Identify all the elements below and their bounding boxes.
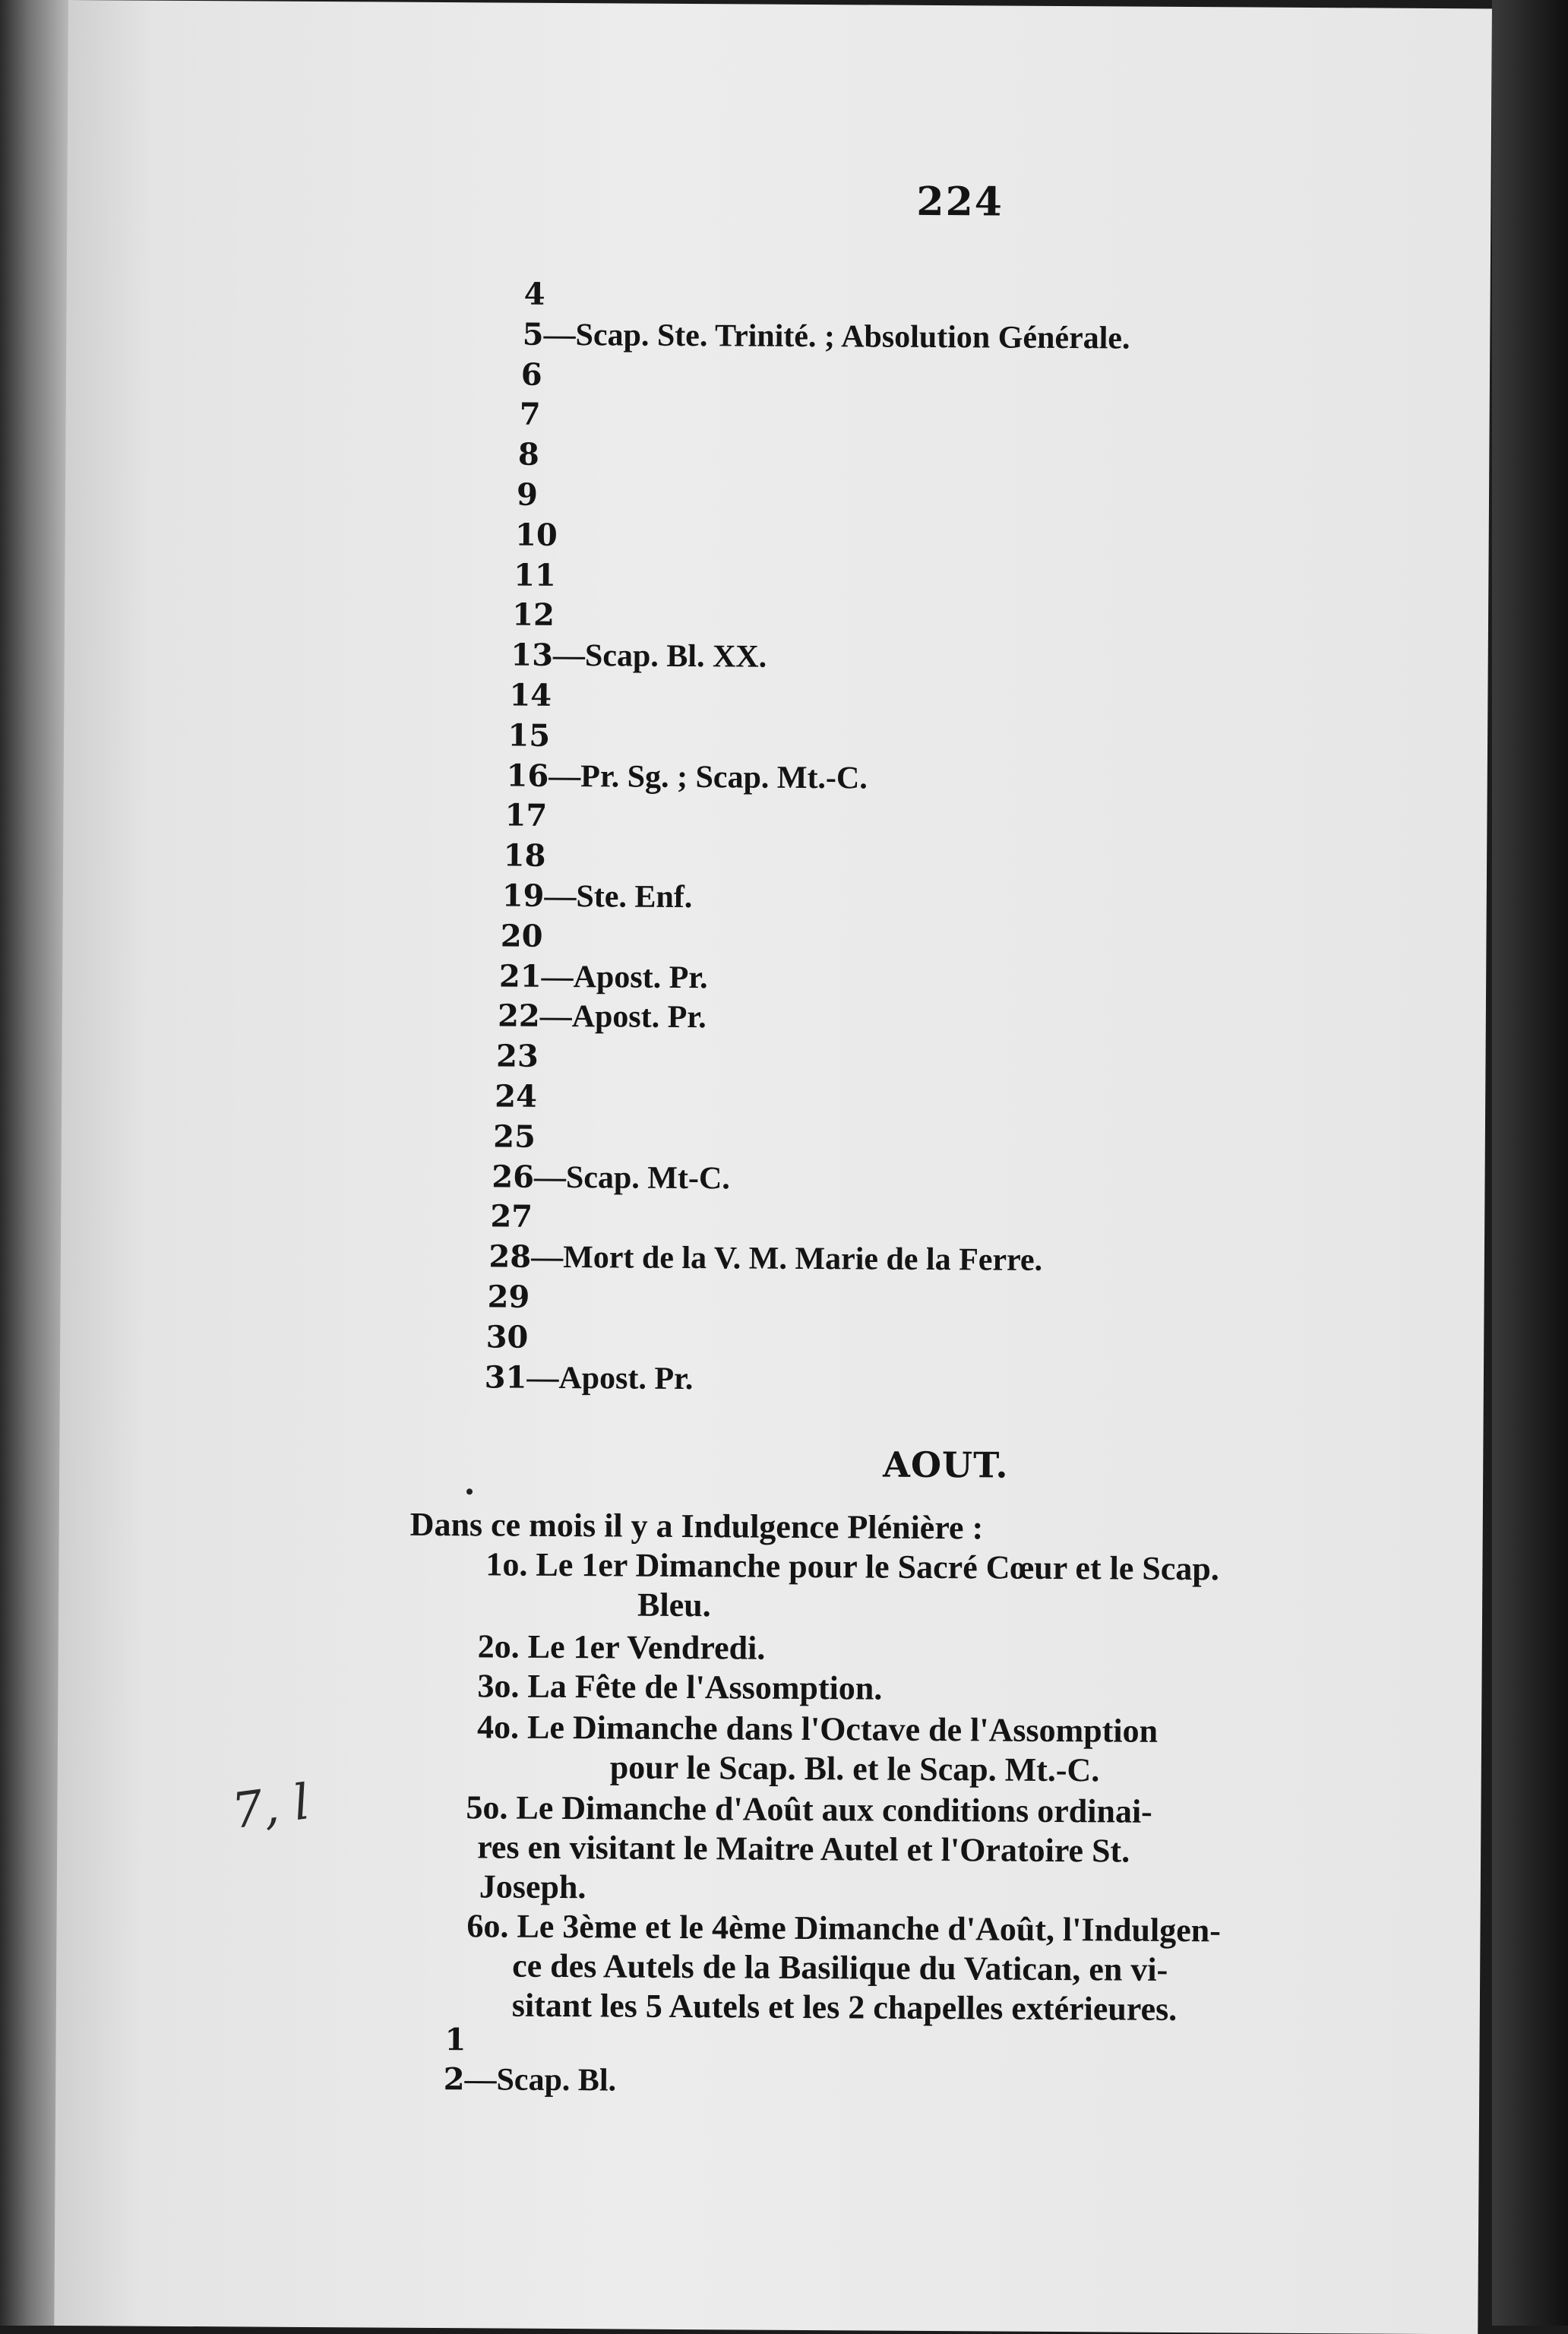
stray-dot <box>466 1488 473 1494</box>
day-number: 12 <box>512 597 555 633</box>
indulgence-item: 1o. Le 1er Dimanche pour le Sacré Cœur et le Scap. <box>485 1545 1219 1588</box>
day-entry <box>485 1359 694 1397</box>
day-entry <box>487 1279 530 1315</box>
day-number: 15 <box>507 717 550 753</box>
day-entry <box>490 1199 533 1235</box>
day-entry <box>506 757 868 796</box>
day-entry <box>517 477 538 514</box>
day-entry <box>507 717 550 754</box>
day-number: 24 <box>495 1078 537 1114</box>
month-heading: AOUT. <box>883 1444 1009 1486</box>
day-entry <box>486 1319 529 1355</box>
day-number: 2 <box>444 2061 465 2097</box>
day-entry <box>511 637 767 675</box>
day-entry <box>504 798 547 834</box>
day-number: 31 <box>485 1359 527 1395</box>
day-entry <box>512 597 555 634</box>
day-number: 29 <box>487 1279 530 1314</box>
day-entry <box>504 838 546 874</box>
day-number: 18 <box>504 838 546 874</box>
book-page <box>54 0 1492 2334</box>
day-entry <box>514 557 556 593</box>
day-number: 20 <box>501 918 543 954</box>
indulgence-item-continuation: res en visitant le Maitre Autel et l'Oratoire St. <box>477 1827 1130 1870</box>
indulgence-item: 2o. Le 1er Vendredi. <box>478 1627 766 1667</box>
day-number: 16 <box>506 757 548 793</box>
day-number: 1 <box>444 2022 466 2057</box>
day-note: —Apost. Pr. <box>526 1360 693 1396</box>
day-number: 19 <box>502 878 545 914</box>
day-note: —Mort de la V. M. Marie de la Ferre. <box>531 1240 1042 1278</box>
indulgence-item-continuation: sitant les 5 Autels et les 2 chapelles extérieures. <box>512 1986 1178 2029</box>
day-number: 9 <box>517 477 538 513</box>
indulgence-item: 5o. Le Dimanche d'Août aux conditions ordinai- <box>466 1788 1152 1831</box>
page-number: 224 <box>916 179 1004 226</box>
day-number: 11 <box>514 557 556 593</box>
indulgence-item-continuation: ce des Autels de la Basilique du Vatican, en vi- <box>512 1947 1168 1989</box>
handwritten-margin-note: 7, l <box>229 1774 313 1840</box>
day-entry <box>495 1078 537 1115</box>
day-number: 10 <box>515 517 558 552</box>
day-entry <box>488 1239 1042 1279</box>
day-number: 26 <box>492 1159 534 1194</box>
day-entry <box>444 2061 617 2098</box>
day-entry <box>523 277 545 313</box>
day-number: 13 <box>511 637 553 673</box>
day-entry <box>499 958 708 996</box>
day-entry <box>444 2022 466 2058</box>
indulgence-item: 3o. La Fête de l'Assomption. <box>477 1666 882 1707</box>
intro-text: Dans ce mois il y a Indulgence Plénière : <box>410 1505 984 1548</box>
day-entry <box>493 1118 536 1155</box>
indulgence-item-continuation: Joseph. <box>479 1867 586 1906</box>
day-note: —Pr. Sg. ; Scap. Mt.-C. <box>548 758 868 795</box>
day-note: —Scap. Bl. XX. <box>553 638 767 675</box>
day-number: 21 <box>499 958 542 994</box>
day-entry <box>501 918 543 954</box>
day-note: —Apost. Pr. <box>541 959 707 995</box>
day-note: —Scap. Mt-C. <box>534 1159 730 1196</box>
day-note: —Scap. Bl. <box>464 2062 616 2098</box>
day-entry <box>523 316 1130 356</box>
day-number: 17 <box>504 798 547 833</box>
day-number: 25 <box>493 1118 536 1154</box>
day-number: 4 <box>524 277 545 312</box>
day-note: —Ste. Enf. <box>544 879 692 915</box>
day-number: 28 <box>488 1239 531 1275</box>
day-number: 5 <box>523 316 544 352</box>
indulgence-item: 6o. Le 3ème et le 4ème Dimanche d'Août, l'Indulgen- <box>466 1906 1221 1950</box>
day-number: 14 <box>509 678 552 713</box>
day-entry <box>518 437 539 473</box>
bleed-through-text <box>492 291 1518 297</box>
day-entry <box>521 356 542 393</box>
day-number: 22 <box>498 998 540 1034</box>
scan-right-edge <box>1492 0 1568 2326</box>
indulgence-list <box>68 0 1492 8</box>
indulgence-item-continuation: pour le Scap. Bl. et le Scap. Mt.-C. <box>610 1747 1100 1789</box>
day-number: 23 <box>496 1039 539 1074</box>
day-entry <box>515 517 558 553</box>
day-number: 30 <box>486 1319 529 1355</box>
day-number: 6 <box>521 356 542 392</box>
day-entry <box>496 1039 539 1075</box>
indulgence-item-continuation: Bleu. <box>637 1586 711 1625</box>
day-entry <box>498 998 707 1036</box>
day-entry <box>509 678 552 714</box>
indulgence-item: 4o. Le Dimanche dans l'Octave de l'Assomption <box>477 1707 1158 1750</box>
day-entry <box>492 1159 730 1197</box>
day-note: —Apost. Pr. <box>540 999 707 1035</box>
day-entry <box>502 878 693 916</box>
day-number: 7 <box>520 397 541 432</box>
day-note: —Scap. Ste. Trinité. ; Absolution Générale. <box>543 318 1130 356</box>
day-number: 27 <box>490 1199 533 1235</box>
day-entry <box>520 397 541 433</box>
day-number: 8 <box>518 437 539 473</box>
